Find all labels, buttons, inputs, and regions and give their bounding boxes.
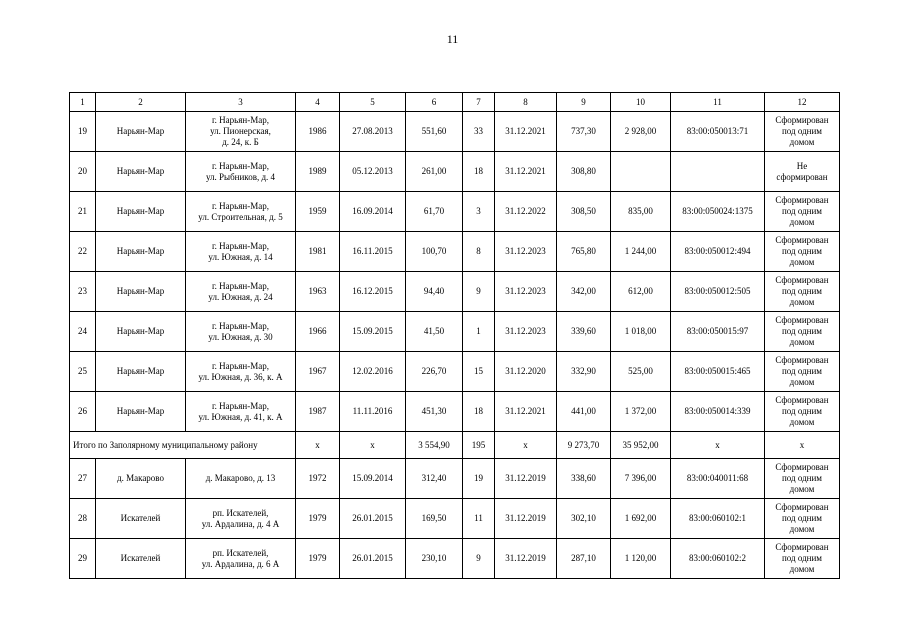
settlement-cell: Нарьян-Мар [96, 392, 186, 432]
row-number-cell: 29 [70, 539, 96, 579]
column-header: 9 [557, 93, 611, 112]
settlement-cell: Нарьян-Мар [96, 272, 186, 312]
date-cell: 12.02.2016 [340, 352, 406, 392]
cadastral-number-cell: 83:00:050015:97 [671, 312, 765, 352]
address-cell [186, 392, 296, 432]
year-cell: 1979 [296, 499, 340, 539]
land-status-cell [765, 232, 840, 272]
settlement-cell: Нарьян-Мар [96, 352, 186, 392]
cost-cell: 338,60 [557, 459, 611, 499]
residents-cell: 18 [463, 392, 495, 432]
residents-cell: 1 [463, 312, 495, 352]
table-row [70, 152, 840, 192]
area-cell: 230,10 [406, 539, 463, 579]
address-line: г. Нарьян-Мар, [212, 115, 269, 125]
deadline-cell: 31.12.2021 [495, 112, 557, 152]
table-row [70, 112, 840, 152]
total-residents-cell: 195 [463, 432, 495, 459]
year-cell: 1967 [296, 352, 340, 392]
cadastral-number-cell: 83:00:050012:505 [671, 272, 765, 312]
deadline-cell: 31.12.2023 [495, 272, 557, 312]
land-status-line: под одним [781, 326, 823, 336]
land-area-cell: 7 396,00 [611, 459, 671, 499]
total-date-cell: x [340, 432, 406, 459]
address-cell [186, 539, 296, 579]
land-status-line: Сформирован [775, 275, 829, 285]
column-number-header-row [70, 93, 840, 112]
area-cell: 94,40 [406, 272, 463, 312]
residents-cell: 15 [463, 352, 495, 392]
residents-cell: 9 [463, 539, 495, 579]
column-header: 6 [406, 93, 463, 112]
table-row [70, 232, 840, 272]
cadastral-number-cell: 83:00:050013:71 [671, 112, 765, 152]
address-cell [186, 232, 296, 272]
year-cell: 1989 [296, 152, 340, 192]
cost-cell: 737,30 [557, 112, 611, 152]
address-line: г. Нарьян-Мар, [212, 160, 269, 171]
land-status-line: домом [789, 564, 815, 574]
residents-cell: 3 [463, 192, 495, 232]
address-line: ул. Южная, д. 41, к. А [198, 411, 283, 422]
address-cell [186, 352, 296, 392]
land-area-cell [611, 152, 671, 192]
column-header: 5 [340, 93, 406, 112]
area-cell: 61,70 [406, 192, 463, 232]
row-number-cell: 23 [70, 272, 96, 312]
deadline-cell: 31.12.2021 [495, 152, 557, 192]
residents-cell: 9 [463, 272, 495, 312]
date-cell: 15.09.2014 [340, 459, 406, 499]
land-status-cell [765, 312, 840, 352]
address-line: ул. Пионерская, [210, 126, 271, 136]
total-label-cell: Итого по Заполярному муниципальному району [70, 432, 296, 459]
address-line: г. Нарьян-Мар, [212, 200, 269, 211]
land-status-line: под одним [781, 553, 823, 563]
table-row [70, 312, 840, 352]
address-line: ул. Южная, д. 36, к. А [198, 371, 283, 382]
year-cell: 1959 [296, 192, 340, 232]
year-cell: 1972 [296, 459, 340, 499]
row-number-cell: 20 [70, 152, 96, 192]
land-area-cell: 612,00 [611, 272, 671, 312]
deadline-cell: 31.12.2022 [495, 192, 557, 232]
settlement-cell: Нарьян-Мар [96, 192, 186, 232]
land-area-cell: 835,00 [611, 192, 671, 232]
table-row [70, 539, 840, 579]
residents-cell: 18 [463, 152, 495, 192]
settlement-cell: Нарьян-Мар [96, 232, 186, 272]
date-cell: 11.11.2016 [340, 392, 406, 432]
area-cell: 169,50 [406, 499, 463, 539]
cost-cell: 765,80 [557, 232, 611, 272]
land-status-line: домом [789, 137, 815, 147]
cadastral-number-cell: 83:00:050015:465 [671, 352, 765, 392]
land-status-line: под одним [781, 206, 823, 216]
date-cell: 16.12.2015 [340, 272, 406, 312]
land-status-cell [765, 272, 840, 312]
column-header: 12 [765, 93, 840, 112]
address-cell [186, 272, 296, 312]
table-row [70, 272, 840, 312]
cost-cell: 302,10 [557, 499, 611, 539]
address-line: ул. Ардалина, д. 6 А [201, 558, 280, 569]
date-cell: 27.08.2013 [340, 112, 406, 152]
cost-cell: 308,80 [557, 152, 611, 192]
land-status-line: домом [789, 484, 815, 494]
address-line: ул. Рыбников, д. 4 [205, 171, 276, 182]
year-cell: 1987 [296, 392, 340, 432]
row-number-cell: 19 [70, 112, 96, 152]
column-header: 4 [296, 93, 340, 112]
column-header: 11 [671, 93, 765, 112]
land-status-line: домом [789, 337, 815, 347]
table-row [70, 192, 840, 232]
deadline-cell: 31.12.2023 [495, 312, 557, 352]
land-status-line: под одним [781, 406, 823, 416]
year-cell: 1979 [296, 539, 340, 579]
cost-cell: 332,90 [557, 352, 611, 392]
land-area-cell: 525,00 [611, 352, 671, 392]
deadline-cell: 31.12.2019 [495, 459, 557, 499]
land-status-line: Не [796, 160, 808, 171]
total-year-cell: x [296, 432, 340, 459]
total-land-area-cell: 35 952,00 [611, 432, 671, 459]
page-number: 11 [446, 32, 459, 46]
address-cell [186, 192, 296, 232]
row-number-cell: 21 [70, 192, 96, 232]
cadastral-number-cell: 83:00:050012:494 [671, 232, 765, 272]
settlement-cell: Искателей [96, 539, 186, 579]
land-status-line: Сформирован [775, 315, 829, 325]
column-header: 10 [611, 93, 671, 112]
land-status-line: Сформирован [775, 502, 829, 512]
deadline-cell: 31.12.2021 [495, 392, 557, 432]
land-status-line: под одним [781, 473, 823, 483]
row-number-cell: 28 [70, 499, 96, 539]
address-line: г. Нарьян-Мар, [212, 240, 269, 251]
cost-cell: 308,50 [557, 192, 611, 232]
table-row [70, 352, 840, 392]
deadline-cell: 31.12.2020 [495, 352, 557, 392]
deadline-cell: 31.12.2023 [495, 232, 557, 272]
date-cell: 05.12.2013 [340, 152, 406, 192]
area-cell: 451,30 [406, 392, 463, 432]
address-line: д. 24, к. Б [222, 137, 259, 147]
address-cell [186, 499, 296, 539]
row-number-cell: 22 [70, 232, 96, 272]
address-line: ул. Южная, д. 30 [208, 331, 273, 342]
cadastral-number-cell: 83:00:060102:2 [671, 539, 765, 579]
area-cell: 226,70 [406, 352, 463, 392]
land-status-line: под одним [781, 286, 823, 296]
date-cell: 26.01.2015 [340, 539, 406, 579]
deadline-cell: 31.12.2019 [495, 539, 557, 579]
cost-cell: 441,00 [557, 392, 611, 432]
row-number-cell: 26 [70, 392, 96, 432]
land-status-line: Сформирован [775, 462, 829, 472]
land-status-cell [765, 112, 840, 152]
residents-cell: 19 [463, 459, 495, 499]
settlement-cell: Искателей [96, 499, 186, 539]
address-line: г. Нарьян-Мар, [212, 360, 269, 371]
table-row [70, 392, 840, 432]
area-cell: 551,60 [406, 112, 463, 152]
address-line: ул. Строительная, д. 5 [198, 211, 283, 222]
row-number-cell: 24 [70, 312, 96, 352]
column-header: 8 [495, 93, 557, 112]
address-line: рп. Искателей, [212, 507, 269, 518]
residents-cell: 11 [463, 499, 495, 539]
land-status-line: Сформирован [775, 235, 829, 245]
land-area-cell: 1 244,00 [611, 232, 671, 272]
total-deadline-cell: x [495, 432, 557, 459]
land-status-cell [765, 152, 840, 192]
area-cell: 261,00 [406, 152, 463, 192]
table-row [70, 459, 840, 499]
land-status-line: Сформирован [775, 195, 829, 205]
address-line: ул. Южная, д. 14 [208, 251, 273, 262]
cost-cell: 342,00 [557, 272, 611, 312]
cadastral-number-cell: 83:00:040011:68 [671, 459, 765, 499]
land-status-line: Сформирован [775, 355, 829, 365]
row-number-cell: 25 [70, 352, 96, 392]
land-status-cell [765, 499, 840, 539]
row-number-cell: 27 [70, 459, 96, 499]
cadastral-number-cell [671, 152, 765, 192]
address-line: ул. Южная, д. 24 [208, 291, 273, 302]
cadastral-number-cell: 83:00:060102:1 [671, 499, 765, 539]
land-status-line: домом [789, 377, 815, 387]
residents-cell: 8 [463, 232, 495, 272]
column-header: 3 [186, 93, 296, 112]
total-row [70, 432, 840, 459]
land-status-cell [765, 392, 840, 432]
area-cell: 312,40 [406, 459, 463, 499]
land-status-line: сформирован [776, 171, 828, 182]
land-status-line: домом [789, 257, 815, 267]
address-line: г. Нарьян-Мар, [212, 320, 269, 331]
total-area-cell: 3 554,90 [406, 432, 463, 459]
land-area-cell: 1 018,00 [611, 312, 671, 352]
area-cell: 100,70 [406, 232, 463, 272]
year-cell: 1966 [296, 312, 340, 352]
settlement-cell: Нарьян-Мар [96, 312, 186, 352]
land-status-line: Сформирован [775, 395, 829, 405]
land-status-cell [765, 539, 840, 579]
housing-registry-table [69, 92, 840, 579]
date-cell: 15.09.2015 [340, 312, 406, 352]
land-status-line: Сформирован [775, 115, 829, 125]
land-status-cell [765, 459, 840, 499]
land-status-line: под одним [781, 246, 823, 256]
total-cadastral-number-cell: x [671, 432, 765, 459]
column-header: 2 [96, 93, 186, 112]
table-row [70, 499, 840, 539]
address-cell [186, 459, 296, 499]
land-area-cell: 1 120,00 [611, 539, 671, 579]
date-cell: 16.09.2014 [340, 192, 406, 232]
total-land-status-cell: x [765, 432, 840, 459]
land-status-line: под одним [781, 513, 823, 523]
cadastral-number-cell: 83:00:050024:1375 [671, 192, 765, 232]
date-cell: 26.01.2015 [340, 499, 406, 539]
land-status-line: домом [789, 417, 815, 427]
residents-cell: 33 [463, 112, 495, 152]
settlement-cell: д. Макарово [96, 459, 186, 499]
cost-cell: 287,10 [557, 539, 611, 579]
address-line: д. Макарово, д. 13 [205, 473, 276, 483]
address-cell [186, 112, 296, 152]
land-status-cell [765, 192, 840, 232]
area-cell: 41,50 [406, 312, 463, 352]
land-status-line: домом [789, 297, 815, 307]
land-status-line: под одним [781, 366, 823, 376]
year-cell: 1963 [296, 272, 340, 312]
year-cell: 1986 [296, 112, 340, 152]
settlement-cell: Нарьян-Мар [96, 112, 186, 152]
cost-cell: 339,60 [557, 312, 611, 352]
column-header: 1 [70, 93, 96, 112]
cadastral-number-cell: 83:00:050014:339 [671, 392, 765, 432]
land-status-line: Сформирован [775, 542, 829, 552]
settlement-cell: Нарьян-Мар [96, 152, 186, 192]
year-cell: 1981 [296, 232, 340, 272]
address-line: г. Нарьян-Мар, [212, 280, 269, 291]
deadline-cell: 31.12.2019 [495, 499, 557, 539]
address-line: рп. Искателей, [212, 547, 269, 558]
land-area-cell: 1 692,00 [611, 499, 671, 539]
land-area-cell: 1 372,00 [611, 392, 671, 432]
address-cell [186, 312, 296, 352]
land-status-line: под одним [781, 126, 823, 136]
address-cell [186, 152, 296, 192]
total-cost-cell: 9 273,70 [557, 432, 611, 459]
land-status-cell [765, 352, 840, 392]
address-line: ул. Ардалина, д. 4 А [201, 518, 280, 529]
land-area-cell: 2 928,00 [611, 112, 671, 152]
land-status-line: домом [789, 524, 815, 534]
date-cell: 16.11.2015 [340, 232, 406, 272]
column-header: 7 [463, 93, 495, 112]
land-status-line: домом [789, 217, 815, 227]
address-line: г. Нарьян-Мар, [212, 400, 269, 411]
